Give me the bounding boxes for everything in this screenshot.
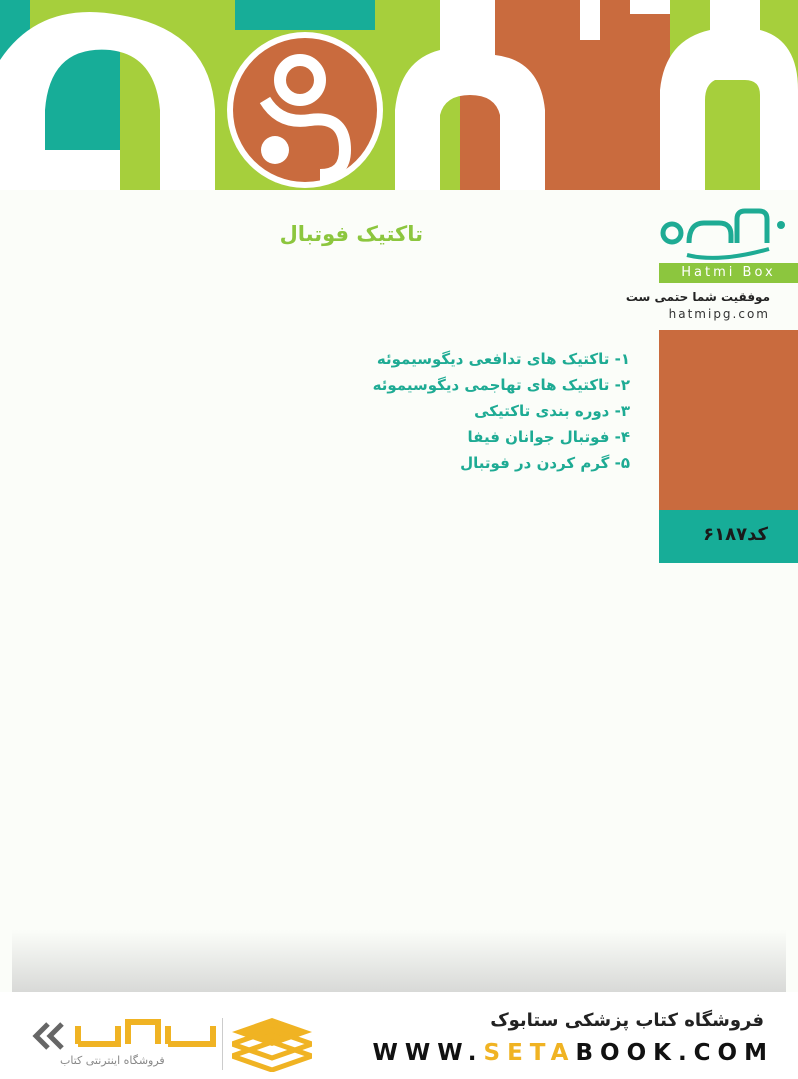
publisher-slogan: موفقیت شما حتمی ست (625, 290, 770, 304)
book-title: تاکتیک فوتبال (279, 222, 423, 246)
list-item: ۵- گرم کردن در فوتبال (460, 454, 630, 472)
page-shadow (12, 930, 786, 992)
url-prefix: WWW. (372, 1040, 484, 1066)
setabook-mark-icon (232, 1016, 312, 1072)
product-code: کد۶۱۸۷ (703, 524, 768, 545)
setabook-subtitle: فروشگاه اینترنتی کتاب (60, 1054, 165, 1067)
publisher-website: hatmipg.com (668, 307, 770, 321)
store-name: فروشگاه کتاب پزشکی ستابوک (490, 1010, 764, 1031)
url-suffix: BOOK.COM (575, 1040, 774, 1066)
list-item: ۳- دوره بندی تاکتیکی (474, 402, 630, 420)
orange-block (659, 330, 798, 510)
footer-divider (222, 1018, 223, 1070)
list-item: ۱- تاکتیک های تدافعی دیگوسیموئه (376, 350, 630, 368)
list-item: ۴- فوتبال جوانان فیفا (467, 428, 630, 446)
contents-list (373, 346, 630, 476)
hatmi-box-label: Hatmi Box (659, 263, 798, 283)
url-highlight: SETA (483, 1040, 576, 1066)
store-url[interactable] (373, 1040, 774, 1066)
cover-banner (0, 0, 798, 190)
banner-pattern (0, 0, 798, 190)
list-item: ۲- تاکتیک های تهاجمی دیگوسیموئه (372, 376, 630, 394)
